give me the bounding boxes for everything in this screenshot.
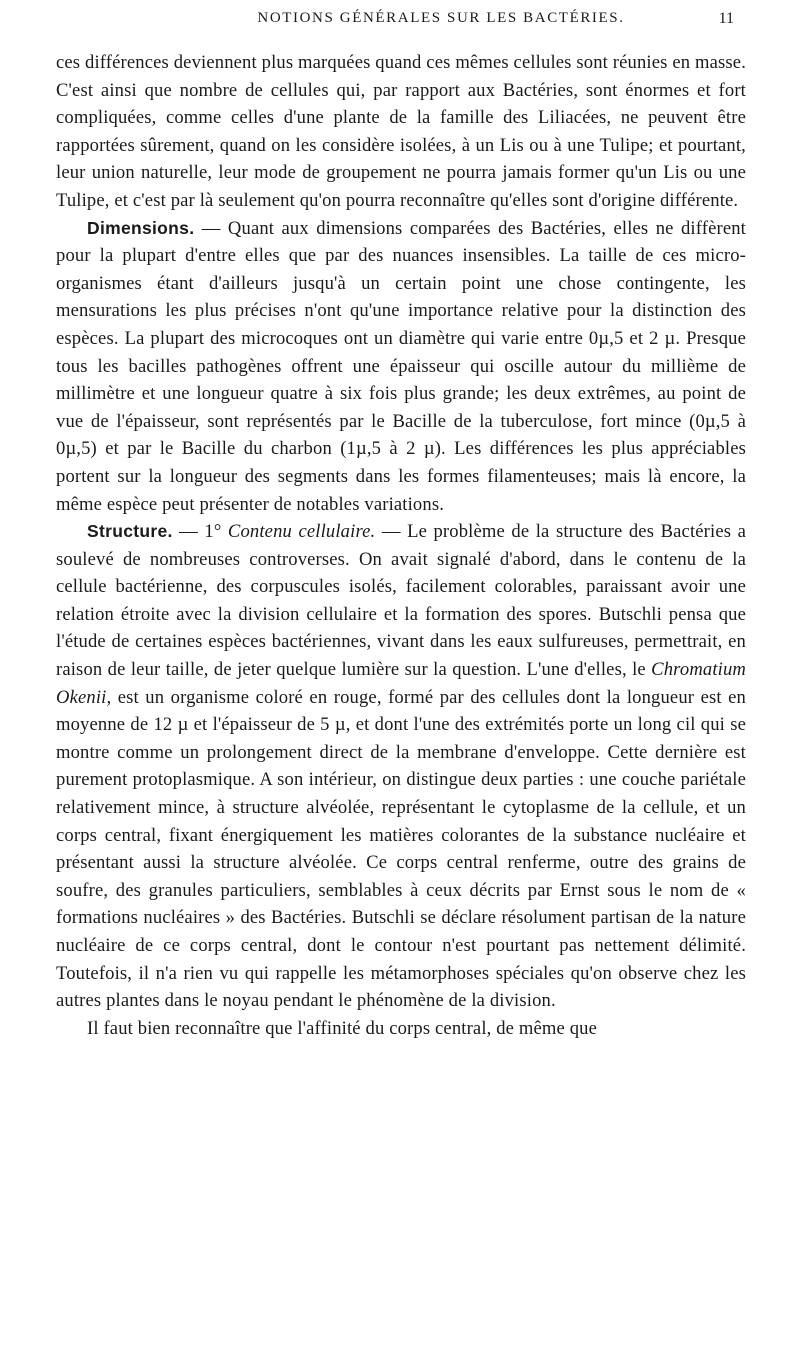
species-name: Chromatium Okenii, <box>56 659 746 708</box>
paragraph-structure <box>56 518 746 1015</box>
paragraph-text: est un organisme coloré en rouge, formé par des cellules dont la longueur est en moyenne de 12 µ et l'épaisseur de 5 µ, et dont l'une des extrémités porte un long cil qui se montre comme un prolongement direct de la membrane d'enveloppe. Cette dernière est purement protoplasmique. A son intérieur, on distingue deux parties : une couche pariétale relativement mince, à structure alvéolée, représentant le cytoplasme de la cellule, et un corps central, fixant énergiquement les matières colorantes de la substance nucléaire et présentant aussi la structure alvéolée. Ce corps central renferme, outre des grains de soufre, des granules particuliers, semblables à ceux décrits par Ernst sous le nom de « formations nucléaires » des Bactéries. Butschli se déclare résolument partisan de la nature nucléaire de ce corps central, dont le contour n'est pourtant pas nettement délimité. Toutefois, il n'a rien vu qui rappelle les métamorphoses spéciales qu'on observe chez les autres plantes dans le noyau pendant le phénomène de la division. <box>56 686 746 1012</box>
paragraph-text: — 1° <box>172 521 228 543</box>
paragraph-final <box>56 1015 746 1043</box>
paragraph-text: — Le problème de la structure des Bactéries a soulevé de nombreuses controverses. On avait signalé d'abord, dans le contenu de la cellule bactérienne, des corpuscules isolés, facilement colorables, paraissant avoir une relation étroite avec la division cellulaire et la formation des spores. Butschli pensa que l'étude de certaines espèces bactériennes, vivant dans les eaux sulfureuses, permettrait, en raison de leur taille, de jeter quelque lumière sur la question. L'une d'elles, le <box>56 521 747 681</box>
paragraph-continuation <box>56 49 746 215</box>
section-heading-dimensions: Dimensions. <box>87 217 195 238</box>
paragraph-text: Il faut bien reconnaître que l'affinité du corps central, de même que <box>87 1017 598 1039</box>
paragraph-text: ces différences deviennent plus marquées quand ces mêmes cellules sont réunies en masse. C'est ainsi que nombre de cellules qui, par rapport aux Bactéries, sont énormes et fort compliquées, comme celles d'une plante de la famille des Liliacées, ne peuvent être rapportées sûrement, quand on les considère isolées, à un Lis ou à une Tulipe; et pourtant, leur union naturelle, leur mode de groupement ne pourra jamais former qu'un Lis ou une Tulipe, et c'est par là seulement qu'on pourra reconnaître qu'elles sont d'origine différente. <box>56 52 746 211</box>
section-heading-structure: Structure. <box>87 521 173 542</box>
running-header <box>56 10 746 40</box>
paragraph-dimensions <box>56 215 746 519</box>
page-number: 11 <box>718 10 734 27</box>
subsection-title: Contenu cellulaire. <box>227 521 376 543</box>
running-title: NOTIONS GÉNÉRALES SUR LES BACTÉRIES. <box>257 10 625 26</box>
body-text <box>56 49 746 1042</box>
book-page <box>56 0 746 1042</box>
paragraph-text: — Quant aux dimensions comparées des Bactéries, elles ne diffèrent pour la plupart d'entre elles que par des nuances insensibles. La taille de ces micro-organismes étant d'ailleurs jusqu'à un certain point une chose contingente, les mensurations les plus précises n'ont qu'une importance relative pour la distinction des espèces. La plupart des microcoques ont un diamètre qui varie entre 0µ,5 et 2 µ. Presque tous les bacilles pathogènes offrent une épaisseur qui oscille autour du millième de millimètre et une longueur quatre à six fois plus grande; les deux extrêmes, au point de vue de l'épaisseur, sont représentés par le Bacille de la tuberculose, fort mince (0µ,5 à 0µ,5) et par le Bacille du charbon (1µ,5 à 2 µ). Les différences les plus appréciables portent sur la longueur des segments dans les formes filamenteuses; mais là encore, la même espèce peut présenter de notables variations. <box>56 217 746 515</box>
